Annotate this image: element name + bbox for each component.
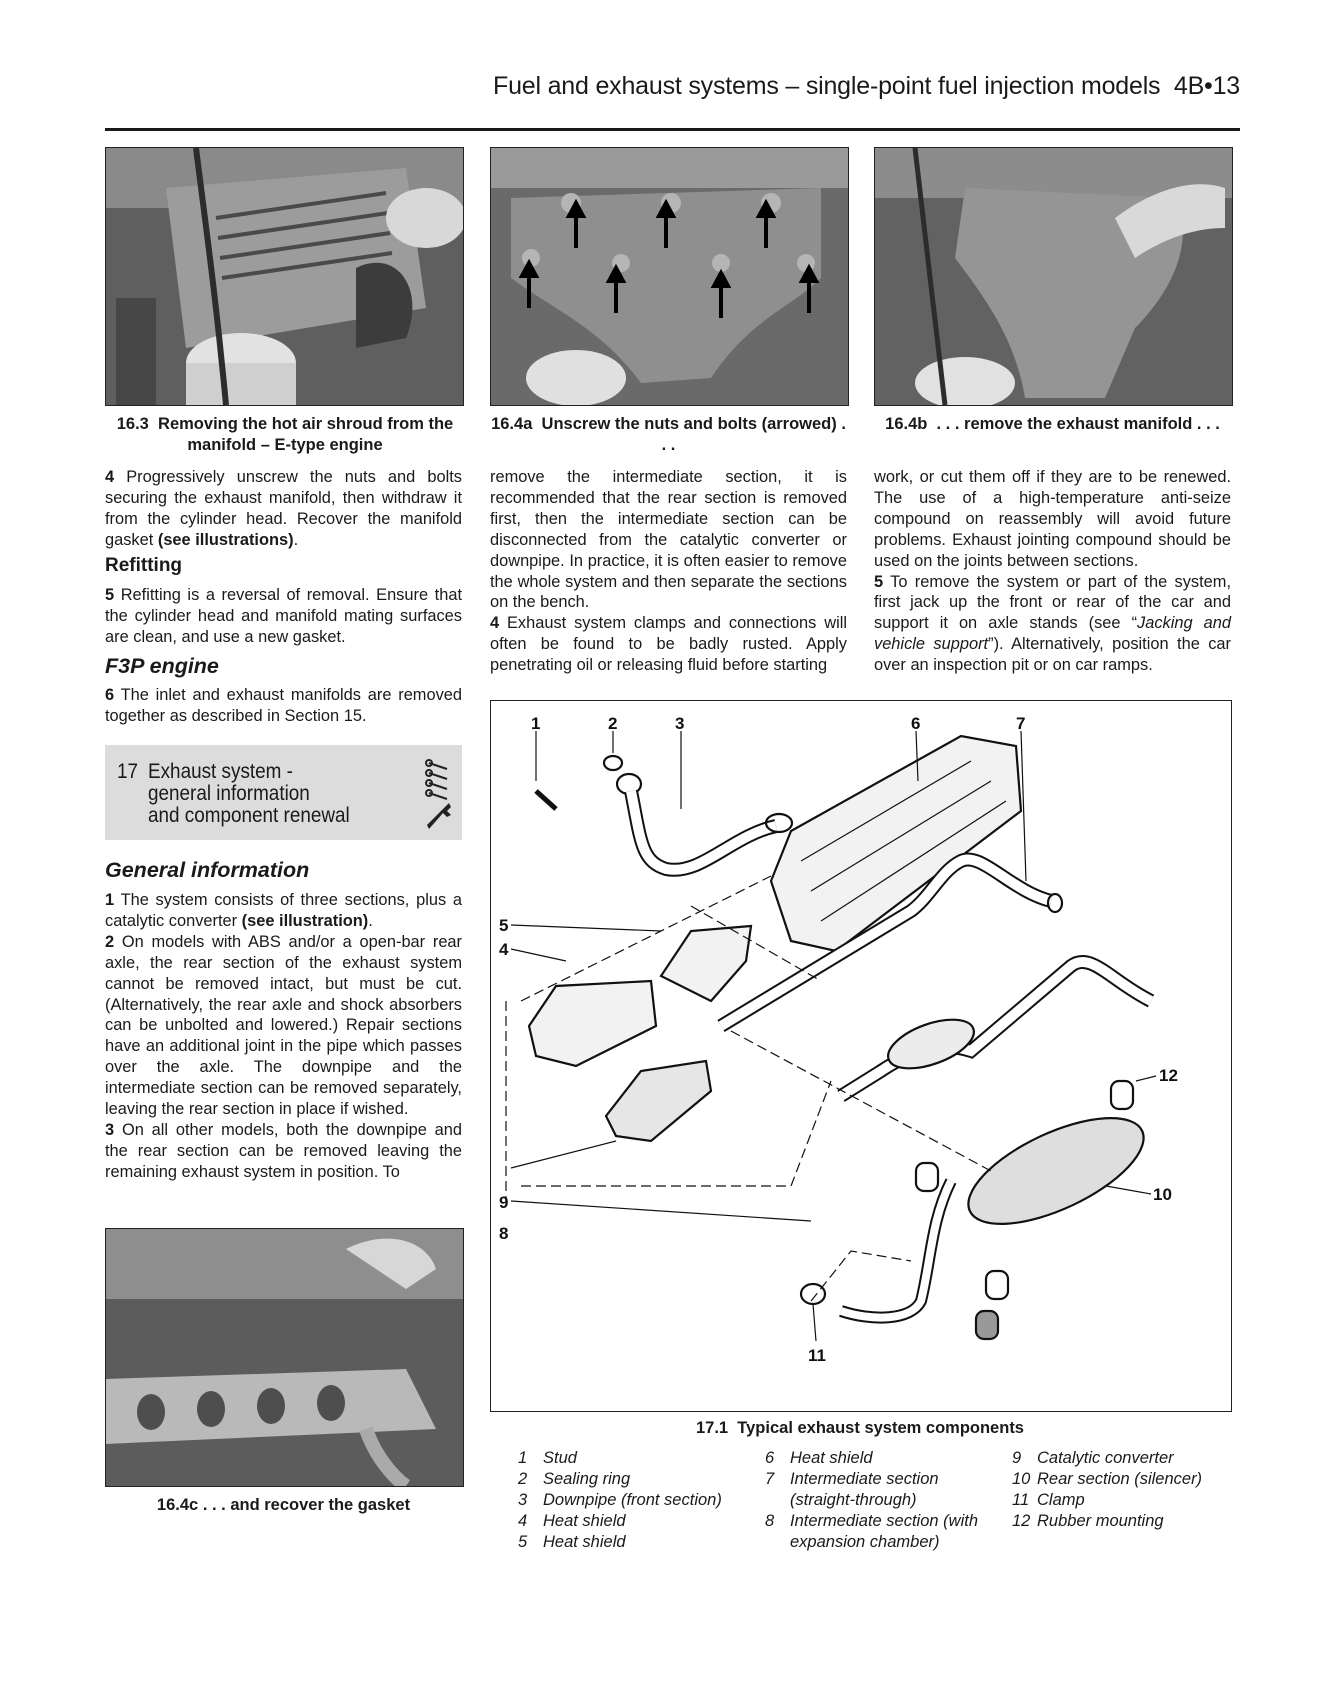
callout-4: 4 (499, 940, 509, 959)
legend-item: 12 Rubber mounting (1012, 1512, 1164, 1530)
callout-11: 11 (808, 1346, 826, 1365)
legend-column-2 (765, 1448, 990, 1553)
header-rule (105, 128, 1240, 131)
header-title: Fuel and exhaust systems – single-point fuel injection models (493, 72, 1161, 100)
callout-6: 6 (911, 714, 921, 733)
section-title-line3: and component renewal (148, 804, 350, 827)
caption-16-3: 16.3 Removing the hot air shroud from the manifold – E-type engine (116, 415, 454, 454)
callout-12: 12 (1159, 1066, 1178, 1085)
callout-9: 9 (499, 1193, 509, 1212)
general-information-heading: General information (105, 858, 310, 882)
callout-5: 5 (499, 916, 509, 935)
column-2-paragraph: remove the intermediate section, it is recommended that the rear section is removed first, then the intermediate section can be disconnected from the catalytic converter or downpipe. In practice, it is often easier to remove the whole system and then separate the sections on the bench. (490, 468, 847, 612)
paragraph-6: 6 The inlet and exhaust manifolds are removed together as described in Section 15. (105, 686, 463, 725)
difficulty-spanner-icon (423, 755, 453, 831)
legend-item: 4 Heat shield (518, 1512, 626, 1530)
callout-7: 7 (1016, 714, 1026, 733)
column-3-text (874, 467, 1231, 676)
section-title-line1: Exhaust system - (148, 760, 293, 783)
photo-16-4b (874, 147, 1233, 406)
paragraph-5: 5 Refitting is a reversal of removal. Ensure that the cylinder head and manifold mating surfaces are clean, and use a new gasket. (105, 586, 462, 646)
callout-10: 10 (1153, 1185, 1172, 1204)
legend-column-1 (518, 1448, 748, 1553)
legend-item: 9 Catalytic converter (1012, 1449, 1174, 1467)
photo-16-4c (105, 1228, 464, 1487)
caption-16-4a: 16.4a Unscrew the nuts and bolts (arrowed) . . . (491, 415, 846, 454)
column-1-text (105, 467, 462, 551)
column-3-paragraph: work, or cut them off if they are to be renewed. The use of a high-temperature anti-seize compound on reassembly will avoid future problems. Exhaust jointing compound should be used on the joints between sections. (874, 468, 1231, 570)
legend-item: 2 Sealing ring (518, 1470, 631, 1488)
caption-16-4c: 16.4c . . . and recover the gasket (156, 1496, 411, 1514)
callout-3: 3 (675, 714, 685, 733)
paragraph-c3-5: 5 To remove the system or part of the system, first jack up the front or rear of the car and support it on axle stands (see “Jacking and vehicle support”). Alternatively, position the car over an inspection pit or on car ramps. (874, 572, 1231, 675)
caption-17-1: 17.1 Typical exhaust system components (695, 1419, 1024, 1437)
section-title-line2: general information (148, 782, 310, 805)
callout-2: 2 (608, 714, 618, 733)
page-header (480, 72, 1240, 101)
legend-item: 1 Stud (518, 1449, 577, 1467)
photo-16-3 (105, 147, 464, 406)
photo-16-4a (490, 147, 849, 406)
paragraph-g2: 2 On models with ABS and/or a open-bar rear axle, the rear section of the exhaust system cannot be removed intact, but must be cut. (Alternatively, the rear axle and shock absorbers can be unbolted and lowered.) Repair sections have an additional joint in the pipe which passes over the axle. The downpipe and the intermediate section can be removed separately, leaving the rear section in place if wished. (105, 932, 463, 1119)
legend-item: 10 Rear section (silencer) (1012, 1470, 1203, 1488)
f3p-engine-heading: F3P engine (105, 654, 219, 678)
paragraph-c2-4: 4 Exhaust system clamps and connections will often be found to be badly rusted. Apply penetrating oil or releasing fluid before starting (490, 614, 847, 675)
exhaust-system-diagram (490, 700, 1232, 1412)
callout-8: 8 (499, 1224, 509, 1243)
refitting-heading: Refitting (105, 555, 183, 576)
column-2-text (490, 467, 847, 676)
page-reference: 4B•13 (1173, 72, 1240, 100)
legend-item: 7 Intermediate section (straight-through) (765, 1470, 939, 1509)
legend-item: 6 Heat shield (765, 1449, 873, 1467)
legend-column-3 (1012, 1448, 1237, 1532)
legend-item: 3 Downpipe (front section) (518, 1491, 722, 1509)
general-information-text (105, 890, 462, 1183)
section-17-heading-box (105, 745, 462, 840)
paragraph-g3: 3 On all other models, both the downpipe and the rear section can be removed leaving the remaining exhaust system in position. To (105, 1120, 462, 1181)
paragraph-4: 4 Progressively unscrew the nuts and bolts securing the exhaust manifold, then withdraw it from the cylinder head. Recover the manifold gasket (see illustrations). (105, 468, 462, 549)
callout-1: 1 (531, 714, 541, 733)
caption-16-4b: 16.4b . . . remove the exhaust manifold . . . (885, 415, 1220, 433)
legend-item: 8 Intermediate section (with expansion chamber) (765, 1512, 979, 1551)
legend-item: 5 Heat shield (518, 1533, 626, 1551)
legend-item: 11 Clamp (1012, 1491, 1085, 1509)
section-number: 17 (117, 760, 139, 783)
paragraph-g1: 1 The system consists of three sections, plus a catalytic converter (see illustration). (105, 891, 462, 930)
